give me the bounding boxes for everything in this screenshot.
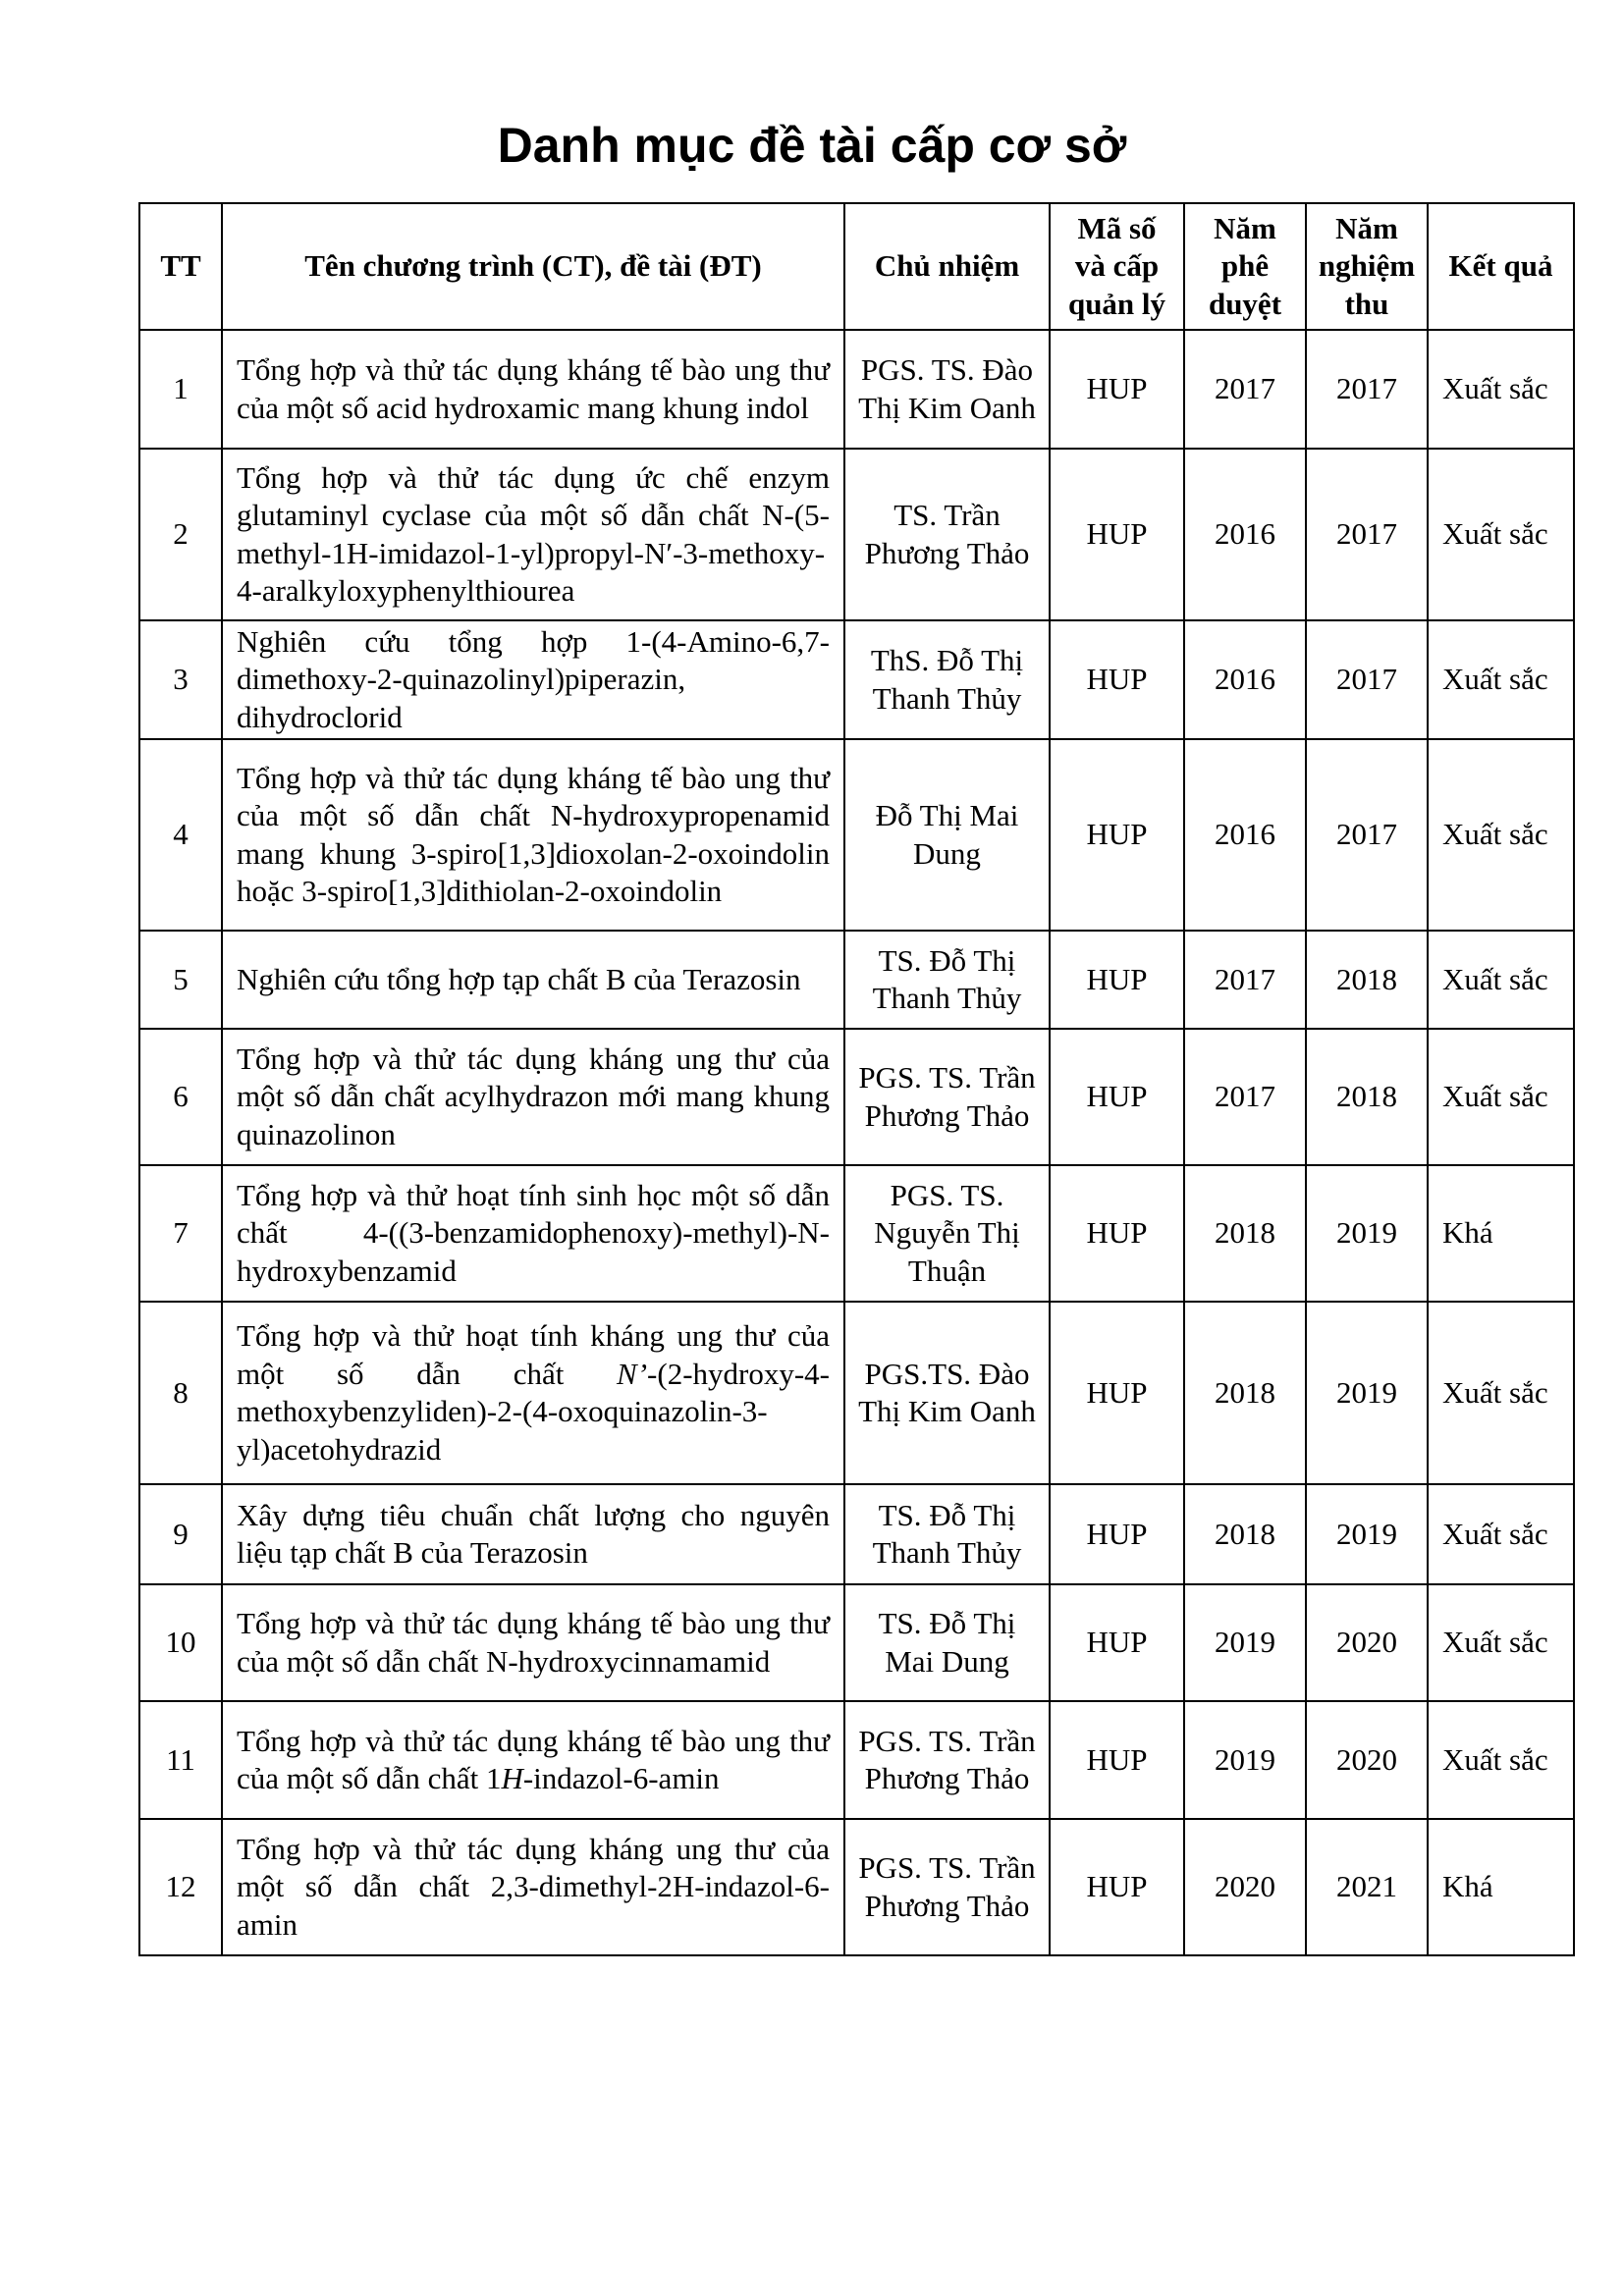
- cell-tt: 1: [139, 330, 222, 449]
- cell-ma-so: HUP: [1050, 931, 1184, 1029]
- table-row: [139, 1584, 1574, 1701]
- cell-chu-nhiem: Đỗ Thị Mai Dung: [844, 739, 1050, 931]
- cell-tt: 6: [139, 1029, 222, 1165]
- cell-nam-phe-duyet: 2018: [1184, 1302, 1306, 1484]
- project-name-italic: H: [501, 1761, 523, 1795]
- cell-ma-so: HUP: [1050, 1701, 1184, 1819]
- table-row: [139, 1701, 1574, 1819]
- cell-nam-nghiem-thu: 2017: [1306, 620, 1428, 739]
- cell-ket-qua: Xuất sắc: [1428, 1302, 1574, 1484]
- col-header-ma-so-line1: Mã số: [1077, 210, 1157, 245]
- cell-tt: 4: [139, 739, 222, 931]
- col-header-nam-phe-duyet-line3: duyệt: [1208, 286, 1282, 321]
- cell-chu-nhiem: TS. Đỗ Thị Mai Dung: [844, 1584, 1050, 1701]
- table-row: [139, 1029, 1574, 1165]
- cell-nam-phe-duyet: 2017: [1184, 330, 1306, 449]
- col-header-chu-nhiem: Chủ nhiệm: [844, 203, 1050, 330]
- cell-ma-so: HUP: [1050, 1165, 1184, 1302]
- cell-chu-nhiem: TS. Trần Phương Thảo: [844, 449, 1050, 620]
- cell-chu-nhiem: PGS. TS. Trần Phương Thảo: [844, 1701, 1050, 1819]
- col-header-nam-nghiem-thu-line1: Năm: [1335, 210, 1398, 245]
- cell-ma-so: HUP: [1050, 739, 1184, 931]
- table-row: [139, 620, 1574, 739]
- cell-project-name: Tổng hợp và thử tác dụng kháng ung thư của một số dẫn chất acylhydrazon mới mang khung quinazolinon: [222, 1029, 844, 1165]
- cell-ma-so: HUP: [1050, 330, 1184, 449]
- cell-nam-nghiem-thu: 2021: [1306, 1819, 1428, 1955]
- cell-ket-qua: Khá: [1428, 1165, 1574, 1302]
- cell-ket-qua: Khá: [1428, 1819, 1574, 1955]
- table-row: [139, 1819, 1574, 1955]
- cell-tt: 12: [139, 1819, 222, 1955]
- cell-project-name: [222, 1302, 844, 1484]
- col-header-nam-phe-duyet: [1184, 203, 1306, 330]
- cell-nam-phe-duyet: 2019: [1184, 1701, 1306, 1819]
- cell-chu-nhiem: PGS. TS. Trần Phương Thảo: [844, 1819, 1050, 1955]
- cell-ma-so: HUP: [1050, 1484, 1184, 1584]
- cell-tt: 7: [139, 1165, 222, 1302]
- project-name-part: -(2-hydroxy-4-methoxybenzyliden)-2-(4-oxoquinazolin-3-yl)acetohydrazid: [237, 1356, 830, 1467]
- col-header-nam-phe-duyet-line1: Năm: [1214, 210, 1276, 245]
- cell-nam-phe-duyet: 2017: [1184, 931, 1306, 1029]
- col-header-name: Tên chương trình (CT), đề tài (ĐT): [222, 203, 844, 330]
- table-row: [139, 449, 1574, 620]
- cell-nam-nghiem-thu: 2020: [1306, 1701, 1428, 1819]
- cell-project-name: [222, 1701, 844, 1819]
- cell-nam-phe-duyet: 2017: [1184, 1029, 1306, 1165]
- cell-project-name: Xây dựng tiêu chuẩn chất lượng cho nguyên liệu tạp chất B của Terazosin: [222, 1484, 844, 1584]
- cell-ma-so: HUP: [1050, 1584, 1184, 1701]
- cell-project-name: Tổng hợp và thử hoạt tính sinh học một số dẫn chất 4-((3-benzamidophenoxy)-methyl)-N-hydroxybenzamid: [222, 1165, 844, 1302]
- cell-ma-so: HUP: [1050, 1029, 1184, 1165]
- col-header-nam-nghiem-thu-line3: thu: [1344, 286, 1389, 321]
- cell-nam-nghiem-thu: 2019: [1306, 1165, 1428, 1302]
- table-row: [139, 739, 1574, 931]
- cell-chu-nhiem: ThS. Đỗ Thị Thanh Thủy: [844, 620, 1050, 739]
- cell-nam-nghiem-thu: 2019: [1306, 1484, 1428, 1584]
- project-name-part: -indazol-6-amin: [522, 1761, 720, 1795]
- page-title: Danh mục đề tài cấp cơ sở: [497, 118, 1127, 173]
- cell-project-name: Nghiên cứu tổng hợp tạp chất B của Terazosin: [222, 931, 844, 1029]
- cell-ket-qua: Xuất sắc: [1428, 620, 1574, 739]
- cell-project-name: Tổng hợp và thử tác dụng kháng tế bào ung thư của một số dẫn chất N-hydroxycinnamamid: [222, 1584, 844, 1701]
- cell-tt: 5: [139, 931, 222, 1029]
- cell-nam-phe-duyet: 2020: [1184, 1819, 1306, 1955]
- cell-ket-qua: Xuất sắc: [1428, 1701, 1574, 1819]
- cell-project-name: Tổng hợp và thử tác dụng kháng tế bào ung thư của một số acid hydroxamic mang khung indol: [222, 330, 844, 449]
- cell-nam-nghiem-thu: 2018: [1306, 1029, 1428, 1165]
- project-name-part: Tổng hợp và thử tác dụng kháng tế bào ung thư của một số dẫn chất 1: [237, 1723, 830, 1795]
- col-header-nam-phe-duyet-line2: phê: [1220, 248, 1270, 284]
- cell-ket-qua: Xuất sắc: [1428, 739, 1574, 931]
- table-row: [139, 1484, 1574, 1584]
- cell-project-name: Tổng hợp và thử tác dụng ức chế enzym glutaminyl cyclase của một số dẫn chất N-(5-methyl-1H-imidazol-1-yl)propyl-N′-3-methoxy-4-aralkyloxyphenylthiourea: [222, 449, 844, 620]
- cell-chu-nhiem: PGS.TS. Đào Thị Kim Oanh: [844, 1302, 1050, 1484]
- cell-chu-nhiem: TS. Đỗ Thị Thanh Thủy: [844, 1484, 1050, 1584]
- table-row: [139, 330, 1574, 449]
- cell-tt: 9: [139, 1484, 222, 1584]
- cell-nam-phe-duyet: 2018: [1184, 1484, 1306, 1584]
- cell-chu-nhiem: TS. Đỗ Thị Thanh Thủy: [844, 931, 1050, 1029]
- cell-nam-phe-duyet: 2016: [1184, 449, 1306, 620]
- cell-nam-phe-duyet: 2018: [1184, 1165, 1306, 1302]
- cell-ket-qua: Xuất sắc: [1428, 931, 1574, 1029]
- cell-ma-so: HUP: [1050, 449, 1184, 620]
- project-table: [138, 202, 1575, 1956]
- cell-chu-nhiem: PGS. TS. Nguyễn Thị Thuận: [844, 1165, 1050, 1302]
- cell-ket-qua: Xuất sắc: [1428, 330, 1574, 449]
- col-header-nam-nghiem-thu-line2: nghiệm: [1318, 248, 1416, 284]
- cell-tt: 8: [139, 1302, 222, 1484]
- col-header-ma-so-line3: quản lý: [1067, 286, 1166, 321]
- cell-chu-nhiem: PGS. TS. Đào Thị Kim Oanh: [844, 330, 1050, 449]
- header-row: [139, 203, 1574, 330]
- table-row: [139, 1302, 1574, 1484]
- table-row: [139, 1165, 1574, 1302]
- cell-nam-nghiem-thu: 2019: [1306, 1302, 1428, 1484]
- cell-project-name: Tổng hợp và thử tác dụng kháng ung thư của một số dẫn chất 2,3-dimethyl-2H-indazol-6-amin: [222, 1819, 844, 1955]
- cell-nam-phe-duyet: 2016: [1184, 620, 1306, 739]
- cell-ma-so: HUP: [1050, 1819, 1184, 1955]
- col-header-ma-so-line2: và cấp: [1074, 248, 1160, 284]
- cell-project-name: Nghiên cứu tổng hợp 1-(4-Amino-6,7-dimethoxy-2-quinazolinyl)piperazin, dihydroclorid: [222, 620, 844, 739]
- cell-ket-qua: Xuất sắc: [1428, 1584, 1574, 1701]
- cell-nam-nghiem-thu: 2017: [1306, 739, 1428, 931]
- cell-tt: 10: [139, 1584, 222, 1701]
- project-name-italic: N’: [617, 1356, 648, 1391]
- cell-tt: 3: [139, 620, 222, 739]
- cell-ket-qua: Xuất sắc: [1428, 1029, 1574, 1165]
- cell-nam-phe-duyet: 2016: [1184, 739, 1306, 931]
- project-name-part: Tổng hợp và thử hoạt tính kháng ung thư của một số dẫn chất: [237, 1318, 830, 1391]
- table-row: [139, 931, 1574, 1029]
- cell-nam-nghiem-thu: 2020: [1306, 1584, 1428, 1701]
- cell-nam-nghiem-thu: 2017: [1306, 330, 1428, 449]
- cell-ket-qua: Xuất sắc: [1428, 449, 1574, 620]
- cell-ma-so: HUP: [1050, 620, 1184, 739]
- cell-nam-phe-duyet: 2019: [1184, 1584, 1306, 1701]
- cell-tt: 2: [139, 449, 222, 620]
- cell-project-name: Tổng hợp và thử tác dụng kháng tế bào ung thư của một số dẫn chất N-hydroxypropenamid mang khung 3-spiro[1,3]dioxolan-2-oxoindolin hoặc 3-spiro[1,3]dithiolan-2-oxoindolin: [222, 739, 844, 931]
- cell-nam-nghiem-thu: 2017: [1306, 449, 1428, 620]
- col-header-ma-so: [1050, 203, 1184, 330]
- cell-ket-qua: Xuất sắc: [1428, 1484, 1574, 1584]
- col-header-tt: TT: [139, 203, 222, 330]
- cell-chu-nhiem: PGS. TS. Trần Phương Thảo: [844, 1029, 1050, 1165]
- cell-ma-so: HUP: [1050, 1302, 1184, 1484]
- cell-nam-nghiem-thu: 2018: [1306, 931, 1428, 1029]
- col-header-nam-nghiem-thu: [1306, 203, 1428, 330]
- col-header-ket-qua: Kết quả: [1428, 203, 1574, 330]
- cell-tt: 11: [139, 1701, 222, 1819]
